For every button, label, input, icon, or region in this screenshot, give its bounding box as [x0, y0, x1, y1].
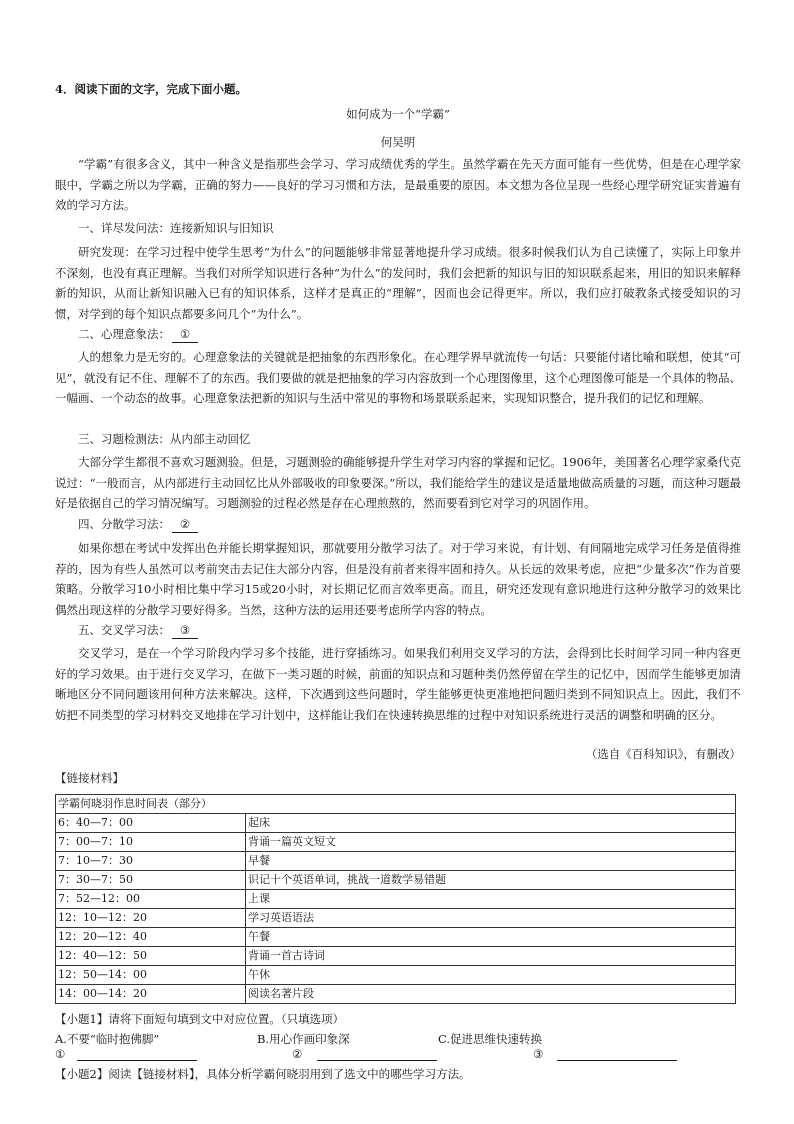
answer-mark-2: ② [292, 1047, 303, 1061]
answer-line-1[interactable] [77, 1060, 197, 1061]
section-4-heading [55, 514, 741, 534]
time-cell: 14：00—14：20 [56, 985, 246, 1004]
time-cell: 7：00—7：10 [56, 833, 246, 852]
table-row [56, 947, 736, 966]
activity-cell: 早餐 [246, 852, 736, 871]
section-4-body: 如果你想在考试中发挥出色并能长期掌握知识，那就要用分散学习法了。对于学习来说，有计划、有间隔地完成学习任务是值得推荐的，因为有些人虽然可以考前突击去记住大部分内容，但是没有前者来得牢固和持久。从长远的效果考虑，应把“少量多次”作为首要策略。分散学习10小时相比集中学习15或20小时，对长期记忆而言效率更高。而且，研究还发现有意识地进行这种分散学习的效果比偶然出现这样的分散学习要好得多。当然，这种方法的运用还要考虑所学内容的特点。 [55, 541, 741, 617]
article-author: 何吴明 [380, 135, 416, 149]
answer-line-2[interactable] [317, 1060, 437, 1061]
answer-line-3[interactable] [557, 1060, 677, 1061]
activity-cell: 起床 [246, 814, 736, 833]
activity-cell: 午休 [246, 966, 736, 985]
section-5-heading-text: 五、交叉学习法： [78, 623, 170, 637]
intro-paragraph: “学霸”有很多含义，其中一种含义是指那些会学习、学习成绩优秀的学生。虽然学霸在先天方面可能有一些优势，但是在心理学家眼中，学霸之所以为学霸，正确的努力——良好的学习习惯和方法，是最重要的原因。本文想为各位呈现一些经心理学研究证实普遍有效的学习方法。 [55, 157, 741, 212]
table-row [56, 852, 736, 871]
blank-3: ③ [172, 622, 198, 639]
answer-row [55, 1047, 741, 1065]
table-row [56, 814, 736, 833]
article-title: 如何成为一个“学霸” [346, 107, 450, 121]
activity-cell: 背诵一篇英文短文 [246, 833, 736, 852]
schedule-title-row [56, 795, 736, 814]
table-row [56, 890, 736, 909]
option-a: A.不要“临时抱佛脚” [55, 1032, 160, 1046]
section-2-body: 人的想象力是无穷的。心理意象法的关键就是把抽象的东西形象化。在心理学界早就流传一句话：只要能付诸比喻和联想，使其“可见”，就没有记不住、理解不了的东西。我们要做的就是把抽象的学习内容放到一个心理图像里，这个心理图像可能是一个具体的物品、一幅画、一个动态的故事。心理意象法把新的知识与生活中常见的事物和场景联系起来，实现知识整合，提升我们的记忆和理解。 [55, 350, 741, 405]
article-source: （选自《百科知识》，有删改） [585, 747, 741, 761]
section-2-heading [55, 324, 741, 344]
sub-question-2: 【小题2】阅读【链接材料】，具体分析学霸何晓羽用到了选文中的哪些学习方法。 [55, 1067, 471, 1081]
time-cell: 12：10—12：20 [56, 909, 246, 928]
table-row [56, 909, 736, 928]
section-2-heading-text: 二、心理意象法： [78, 327, 170, 341]
time-cell: 12：20—12：40 [56, 928, 246, 947]
question-heading: 4．阅读下面的文字，完成下面小题。 [55, 82, 247, 96]
activity-cell: 背诵一首古诗词 [246, 947, 736, 966]
answer-mark-1: ① [55, 1047, 66, 1061]
time-cell: 7：52—12：00 [56, 890, 246, 909]
schedule-title: 学霸何晓羽作息时间表（部分） [56, 795, 736, 814]
time-cell: 6：40—7：00 [56, 814, 246, 833]
time-cell: 7：30—7：50 [56, 871, 246, 890]
link-material-label: 【链接材料】 [55, 771, 124, 785]
table-row [56, 833, 736, 852]
activity-cell: 上课 [246, 890, 736, 909]
section-5-heading [55, 620, 741, 640]
activity-cell: 阅读名著片段 [246, 985, 736, 1004]
time-cell: 7：10—7：30 [56, 852, 246, 871]
time-cell: 12：50—14：00 [56, 966, 246, 985]
table-row [56, 985, 736, 1004]
section-4-heading-text: 四、分散学习法： [78, 517, 170, 531]
blank-1: ① [172, 326, 198, 343]
time-cell: 12：40—12：50 [56, 947, 246, 966]
answer-mark-3: ③ [533, 1047, 544, 1061]
option-b: B.用心作画印象深 [257, 1032, 350, 1046]
section-1-body: 研究发现：在学习过程中使学生思考“为什么”的问题能够非常显著地提升学习成绩。很多时候我们认为自己读懂了，实际上印象并不深刻，也没有真正理解。当我们对所学知识进行各种“为什么”的发问时，我们会把新的知识与旧的知识联系起来，用旧的知识来解释新的知识，从而让新知识融入已有的知识体系，这样才是真正的“理解”，因而也会记得更牢。所以，我们应打破教条式接受知识的习惯，对学到的每个知识点都要多问几个“为什么”。 [55, 245, 741, 321]
schedule-table [55, 794, 736, 1004]
blank-2: ② [172, 516, 198, 533]
activity-cell: 午餐 [246, 928, 736, 947]
section-1-heading: 一、详尽发问法：连接新知识与旧知识 [78, 221, 274, 235]
activity-cell: 识记十个英语单词，挑战一道数学易错题 [246, 871, 736, 890]
sub-question-1: 【小题1】请将下面短句填到文中对应位置。（只填选项） [55, 1012, 345, 1026]
section-3-heading: 三、习题检测法：从内部主动回忆 [78, 432, 251, 446]
table-row [56, 871, 736, 890]
table-row [56, 928, 736, 947]
section-3-body: 大部分学生都很不喜欢习题测验。但是，习题测验的确能够提升学生对学习内容的掌握和记忆。1906年，美国著名心理学家桑代克说过：“一般而言，从内部进行主动回忆比从外部吸收的印象要深。”所以，我们能给学生的建议是适量地做高质量的习题，而这种习题最好是依据自己的学习情况编写。习题测验的过程必然是存在心理煎熬的，然而要看到它对学习的巩固作用。 [55, 455, 741, 510]
table-row [56, 966, 736, 985]
section-5-body: 交叉学习，是在一个学习阶段内学习多个技能，进行穿插练习。如果我们利用交叉学习的方法，会得到比长时间学习同一种内容更好的学习效果。由于进行交叉学习，在做下一类习题的时候，前面的知识点和习题种类仍然停留在学生的记忆中，因而学生能够更加清晰地区分不同问题该用何种方法来解决。这样，下次遇到这些问题时，学生能够更快更准地把问题归类到不同知识点上。因此，我们不妨把不同类型的学习材料交叉地排在学习计划中，这样能让我们在快速转换思维的过程中对知识系统进行灵活的调整和明确的区分。 [55, 646, 741, 722]
option-c: C.促进思维快速转换 [438, 1032, 543, 1046]
activity-cell: 学习英语语法 [246, 909, 736, 928]
